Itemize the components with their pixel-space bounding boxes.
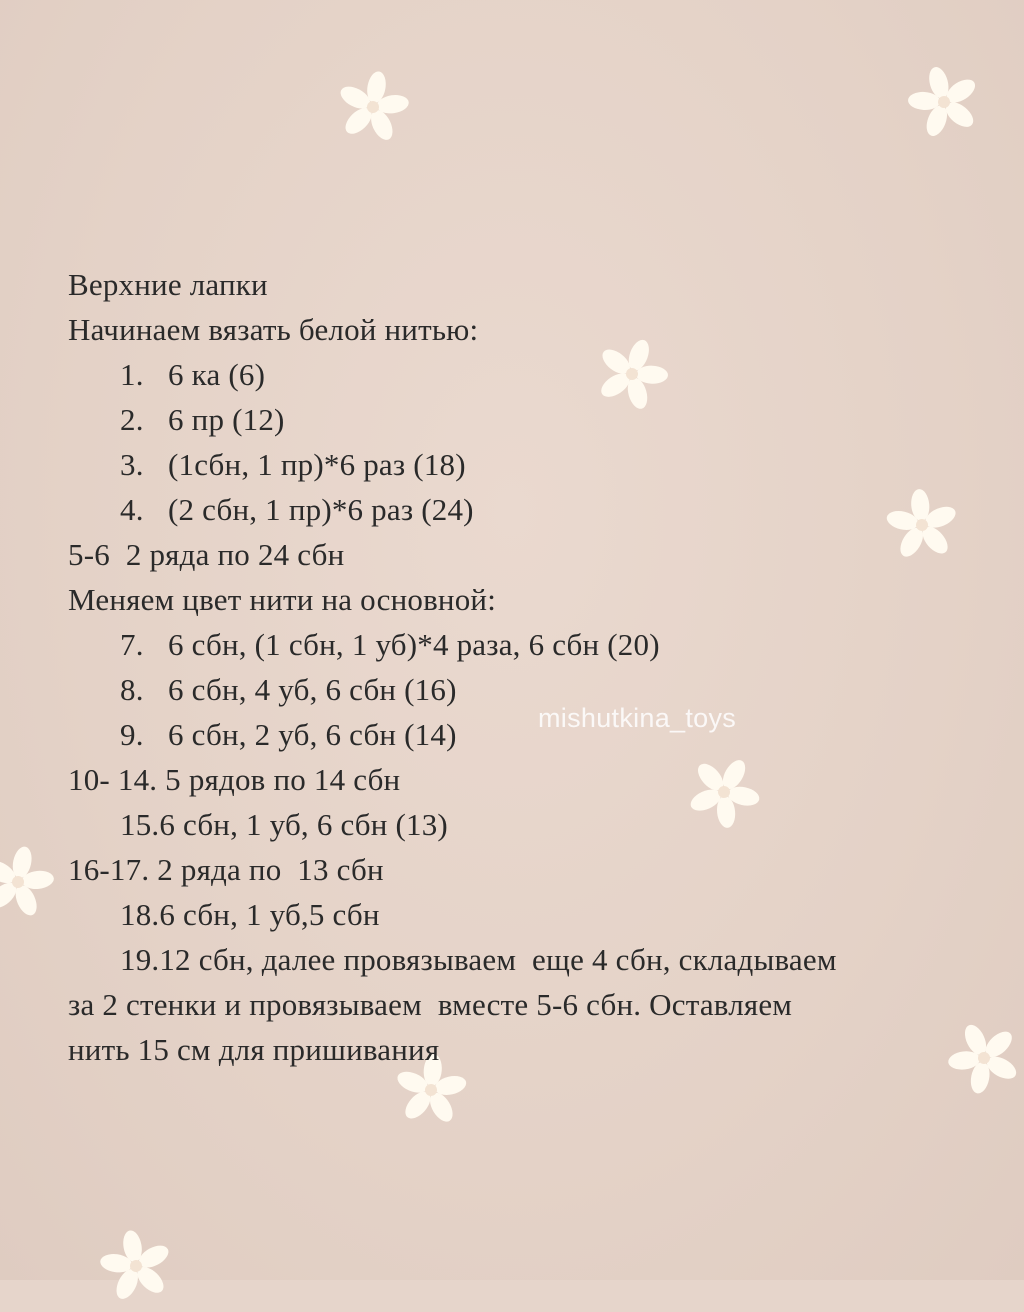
list-item xyxy=(68,352,988,397)
row-number: 3. xyxy=(120,447,144,482)
row-text: 6 ка (6) xyxy=(168,357,266,392)
list-item: 18.6 сбн, 1 уб,5 сбн xyxy=(120,897,380,932)
row-text: 6 сбн, 4 уб, 6 сбн (16) xyxy=(168,672,457,707)
list-item: 19.12 сбн, далее провязываем еще 4 сбн, складываем xyxy=(120,942,837,977)
list-item: 16-17. 2 ряда по 13 сбн xyxy=(68,852,384,887)
row-text: 6 сбн, 2 уб, 6 сбн (14) xyxy=(168,717,457,752)
watermark: mishutkina_toys xyxy=(538,703,737,733)
list-item xyxy=(68,712,988,757)
row-text: (1сбн, 1 пр)*6 раз (18) xyxy=(168,447,466,482)
row-text: (2 сбн, 1 пр)*6 раз (24) xyxy=(168,492,474,527)
list-item: 10- 14. 5 рядов по 14 сбн xyxy=(68,762,401,797)
list-item xyxy=(68,667,988,712)
row-text: 6 сбн, (1 сбн, 1 уб)*4 раза, 6 сбн (20) xyxy=(168,627,660,662)
list-item xyxy=(68,442,988,487)
row-number: 1. xyxy=(120,357,144,392)
flower-icon xyxy=(327,61,420,154)
list-item: 15.6 сбн, 1 уб, 6 сбн (13) xyxy=(120,807,448,842)
row-number: 8. xyxy=(120,672,144,707)
intro-line: Начинаем вязать белой нитью: xyxy=(68,312,479,347)
row-number: 4. xyxy=(120,492,144,527)
list-item-continuation: за 2 стенки и провязываем вместе 5-6 сбн. Оставляем xyxy=(68,987,793,1022)
change-color-line: Меняем цвет нити на основной: xyxy=(68,582,497,617)
row-number: 7. xyxy=(120,627,144,662)
list-item xyxy=(68,487,988,532)
list-item: 5-6 2 ряда по 24 сбн xyxy=(68,537,345,572)
flower-icon xyxy=(90,1220,183,1312)
row-number: 9. xyxy=(120,717,144,752)
row-text: 6 пр (12) xyxy=(168,402,285,437)
row-number: 2. xyxy=(120,402,144,437)
pattern-title: Верхние лапки xyxy=(68,267,268,302)
list-item xyxy=(68,622,988,667)
list-item xyxy=(68,397,988,442)
pattern-text xyxy=(68,262,988,1072)
list-item-continuation: нить 15 см для пришивания xyxy=(68,1032,440,1067)
